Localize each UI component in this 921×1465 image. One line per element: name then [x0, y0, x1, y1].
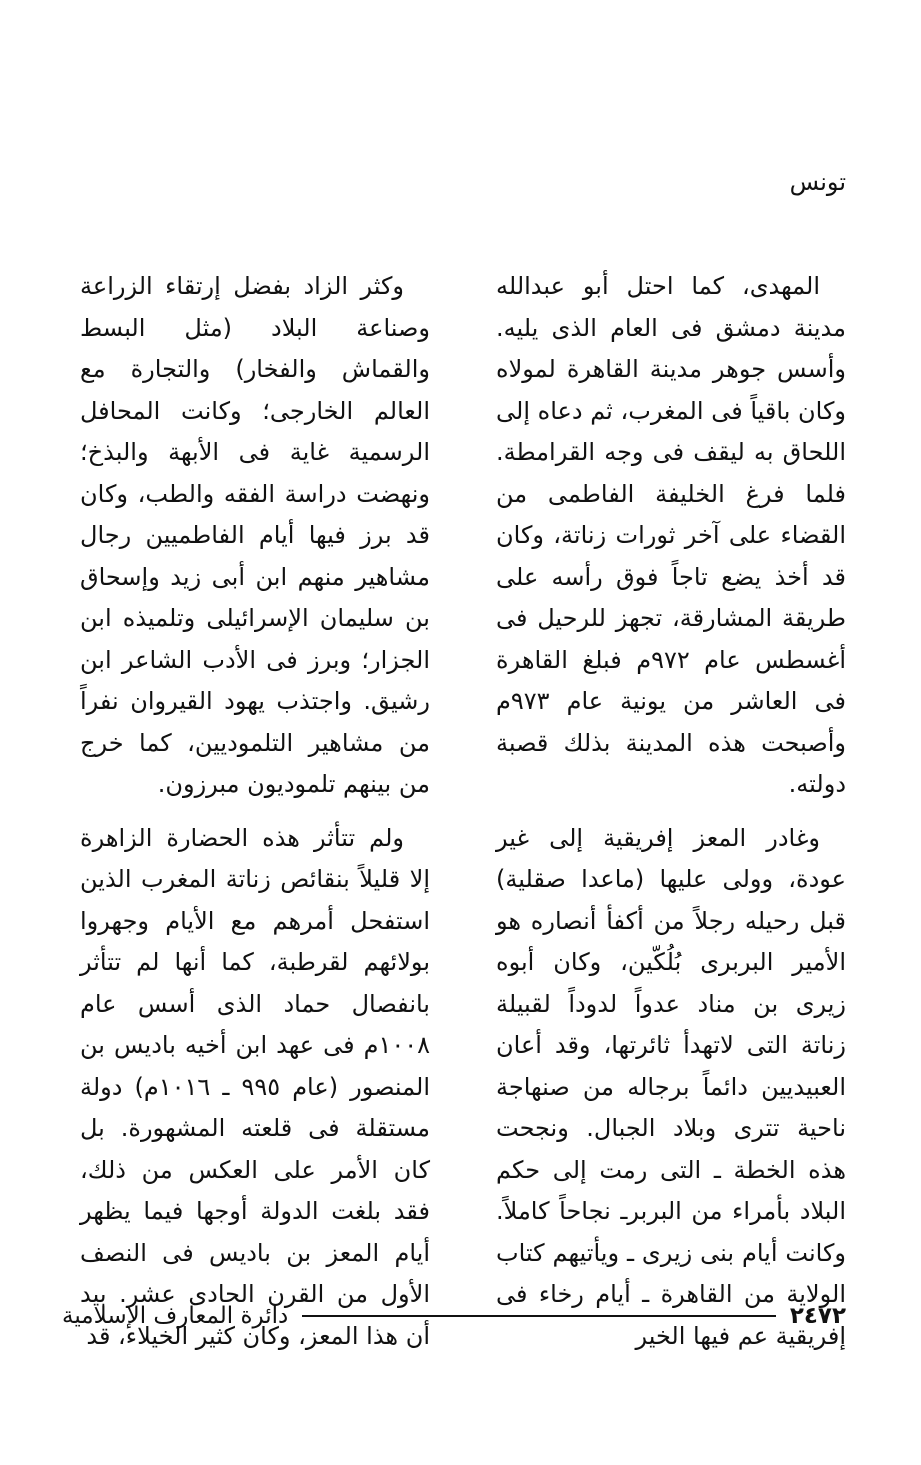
running-head: تونس: [789, 168, 846, 196]
text-column-left: [80, 266, 430, 1357]
page-number: ٢٤٧٢: [789, 1303, 846, 1329]
footer-rule: [302, 1315, 776, 1317]
paragraph: وغادر المعز إفريقية إلى غير عودة، وولى عليها (ماعدا صقلية) قبل رحيله رجلاً من أكفأ أنصاره هو الأمير البربرى بُلُكّين، وكان أبوه زيرى بن مناد عدواً لدوداً لقبيلة زناتة التى لاتهدأ ثائرتها، وقد أعان العبيديين دائماً برجاله من صنهاجة ناحية تترى وبلاد الجبال. ونجحت هذه الخطة ـ التى رمت إلى حكم البلاد بأمراء من البربرـ نجاحاً كاملاً. وكانت أيام بنى زيرى ـ ويأتيهم كتاب الولاية من القاهرة ـ أيام رخاء فى إفريقية عم فيها الخير: [496, 823, 846, 1350]
publication-title: دائرة المعارف الإسلامية: [62, 1303, 289, 1329]
paragraph: وكثر الزاد بفضل إرتقاء الزراعة وصناعة البلاد (مثل البسط والقماش والفخار) والتجارة مع العالم الخارجى؛ وكانت المحافل الرسمية غاية فى الأبهة والبذخ؛ ونهضت دراسة الفقه والطب، وكان قد برز فيها أيام الفاطميين رجال مشاهير منهم ابن أبى زيد وإسحاق بن سليمان الإسرائيلى وتلميذه ابن الجزار؛ وبرز فى الأدب الشاعر ابن رشيق. واجتذب يهود القيروان نفراً من مشاهير التلموديين، كما خرج من بينهم تلموديون مبرزون.: [80, 272, 430, 798]
paragraph: ولم تتأثر هذه الحضارة الزاهرة إلا قليلاً بنقائص زناتة المغرب الذين استفحل أمرهم مع الأيام وجهروا بولائهم لقرطبة، كما أنها لم تتأثر بانفصال حماد الذى أسس عام ١٠٠٨م فى عهد ابن أخيه باديس بن المنصور (عام ٩٩٥ ـ ١٠١٦م) دولة مستقلة فى قلعته المشهورة. بل كان الأمر على العكس من ذلك، فقد بلغت الدولة أوجها فيما يظهر أيام المعز بن باديس فى النصف الأول من القرن الحادى عشر. بيد أن هذا المعز، وكان كثير الخيلاء، قد: [80, 823, 431, 1350]
text-column-right: [496, 266, 846, 1357]
paragraph: المهدى، كما احتل أبو عبدالله مدينة دمشق فى العام الذى يليه. وأسس جوهر مدينة القاهرة لمولاه وكان باقياً فى المغرب، ثم دعاه إلى اللحاق به ليقف فى وجه القرامطة. فلما فرغ الخليفة الفاطمى من القضاء على آخر ثورات زناتة، وكان قد أخذ يضع تاجاً فوق رأسه على طريقة المشارقة، تجهز للرحيل فى أغسطس عام ٩٧٢م فبلغ القاهرة فى العاشر من يونية عام ٩٧٣م وأصبحت هذه المدينة بذلك قصبة دولته.: [496, 272, 846, 798]
page-footer: [62, 1303, 846, 1329]
